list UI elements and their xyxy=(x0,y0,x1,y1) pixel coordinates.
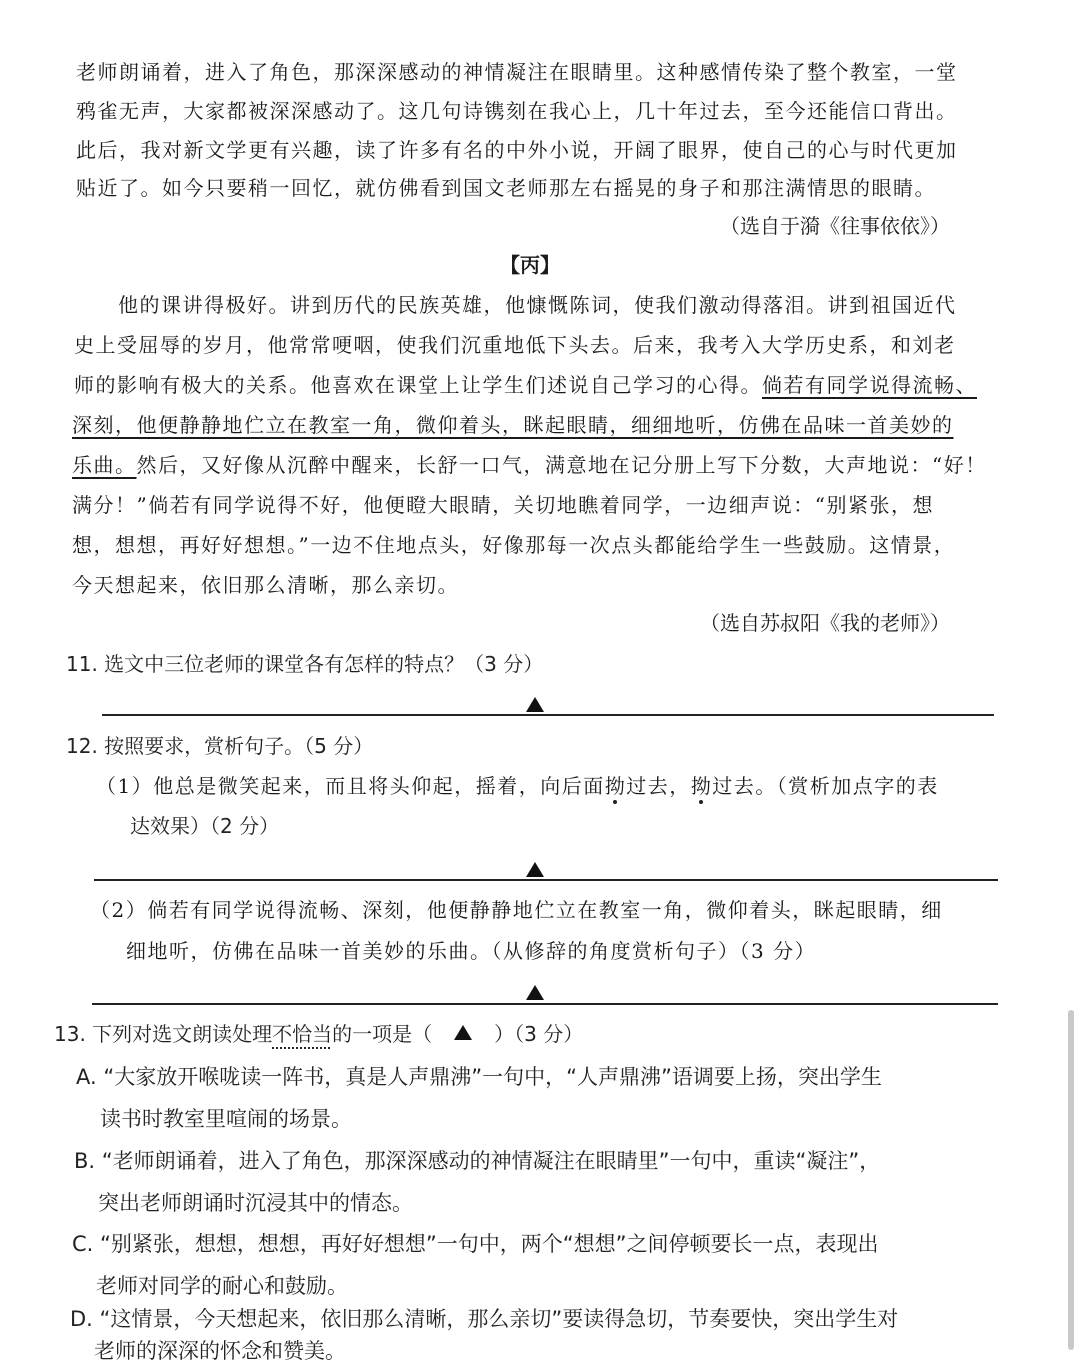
question-13 xyxy=(54,1020,583,1048)
passage-line: 想，想想，再好好想想。”一边不住地点头，好像那每一次点头都能给学生一些鼓励。这情景， xyxy=(72,533,956,557)
option-d-cont: 老师的深深的怀念和赞美。 xyxy=(94,1339,346,1363)
option-a-cont: 读书时教室里喧闹的场景。 xyxy=(100,1107,352,1131)
passage-line: 今天想起来，依旧那么清晰，那么亲切。 xyxy=(72,573,459,597)
passage-text: 然后，又好像从沉醉中醒来，长舒一口气，满意地在记分册上写下分数，大声地说：“好！ xyxy=(136,453,987,477)
passage-line: 满分！”倘若有同学说得不好，他便瞪大眼睛，关切地瞧着同学，一边细声说：“别紧张，想 xyxy=(72,493,934,517)
answer-triangle-icon xyxy=(454,1025,472,1040)
sub-question-text: 过去。（赏析加点字的表 xyxy=(712,774,939,798)
underlined-sentence: 深刻，他便静静地伫立在教室一角，微仰着头，眯起眼睛，细细地听，仿佛在品味一首美妙的 xyxy=(72,413,954,437)
question-12-sub2-cont: 细地听，仿佛在品味一首美妙的乐曲。（从修辞的角度赏析句子）（3 分） xyxy=(126,939,817,963)
answer-triangle-icon xyxy=(526,985,544,1000)
option-d[interactable]: D. “这情景，今天想起来，依旧那么清晰，那么亲切”要读得急切，节奏要快，突出学生对 xyxy=(70,1307,899,1331)
question-text: 13. 下列对选文朗读处理 xyxy=(54,1022,273,1046)
sub-question-text: （1）他总是微笑起来，而且将头仰起，摇着，向后面 xyxy=(96,774,605,798)
answer-triangle-icon xyxy=(526,697,544,712)
question-12: 12. 按照要求，赏析句子。（5 分） xyxy=(66,734,374,758)
question-12-sub2: （2）倘若有同学说得流畅、深刻，他便静静地伫立在教室一角，微仰着头，眯起眼睛，细 xyxy=(90,898,943,922)
passage-line: 贴近了。如今只要稍一回忆，就仿佛看到国文老师那左右摇晃的身子和那注满情思的眼睛。 xyxy=(76,176,936,200)
underlined-sentence: 倘若有同学说得流畅、 xyxy=(762,373,977,397)
passage-line xyxy=(74,371,977,399)
passage-line xyxy=(72,451,987,479)
question-12-sub1 xyxy=(96,772,939,800)
option-c[interactable]: C. “别紧张，想想，想想，再好好想想”一句中，两个“想想”之间停顿要长一点，表现出 xyxy=(72,1232,879,1256)
answer-line[interactable] xyxy=(102,714,994,716)
answer-line[interactable] xyxy=(94,879,998,881)
emphasized-char: 拗 xyxy=(604,774,627,798)
option-c-cont: 老师对同学的耐心和鼓励。 xyxy=(96,1274,348,1298)
emphasized-text: 不恰当 xyxy=(272,1022,333,1046)
question-12-sub1-cont: 达效果）（2 分） xyxy=(130,814,280,838)
passage-line: 史上受屈辱的岁月，他常常哽咽，使我们沉重地低下头去。后来，我考入大学历史系，和刘老 xyxy=(74,333,956,357)
source-citation: （选自于漪《往事依依》） xyxy=(720,214,950,238)
section-title-bing: 【丙】 xyxy=(500,253,560,277)
passage-line: 他的课讲得极好。讲到历代的民族英雄，他慷慨陈词，使我们激动得落泪。讲到祖国近代 xyxy=(118,293,957,317)
sub-question-text: 过去， xyxy=(626,774,691,798)
passage-line: 鸦雀无声，大家都被深深感动了。这几句诗镌刻在我心上，几十年过去，至今还能信口背出。 xyxy=(76,99,958,123)
answer-triangle-icon xyxy=(526,862,544,877)
question-text: ）（3 分） xyxy=(494,1022,584,1046)
source-citation: （选自苏叔阳《我的老师》） xyxy=(700,611,950,635)
passage-line: 老师朗诵着，进入了角色，那深深感动的神情凝注在眼睛里。这种感情传染了整个教室，一堂 xyxy=(76,60,958,84)
underlined-sentence: 乐曲。 xyxy=(72,453,137,477)
emphasized-char: 拗 xyxy=(690,774,713,798)
option-b-cont: 突出老师朗诵时沉浸其中的情态。 xyxy=(98,1191,413,1215)
passage-text: 师的影响有极大的关系。他喜欢在课堂上让学生们述说自己学习的心得。 xyxy=(74,373,762,397)
question-text: 的一项是（ xyxy=(332,1022,433,1046)
scrollbar[interactable] xyxy=(1068,1010,1074,1350)
option-a[interactable]: A. “大家放开喉咙读一阵书，真是人声鼎沸”一句中，“人声鼎沸”语调要上扬，突出学生 xyxy=(76,1065,882,1089)
passage-line: 此后，我对新文学更有兴趣，读了许多有名的中外小说，开阔了眼界，使自己的心与时代更加 xyxy=(76,138,958,162)
option-b[interactable]: B. “老师朗诵着，进入了角色，那深深感动的神情凝注在眼睛里”一句中，重读“凝注”， xyxy=(74,1149,881,1173)
question-11: 11. 选文中三位老师的课堂各有怎样的特点？（3 分） xyxy=(66,652,544,676)
answer-line[interactable] xyxy=(92,1003,998,1005)
